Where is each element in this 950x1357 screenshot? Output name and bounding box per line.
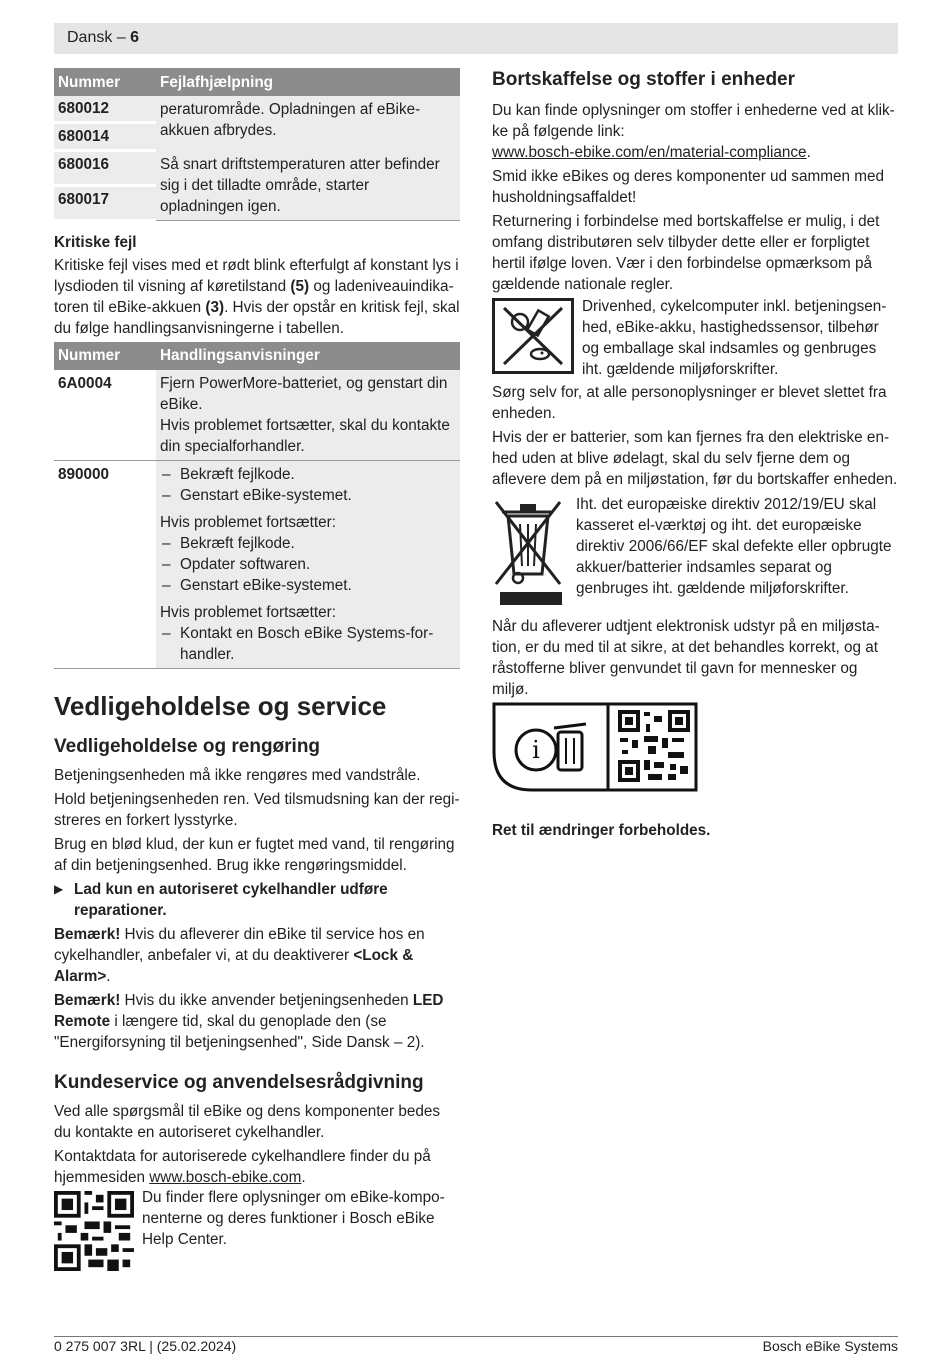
paragraph: Du kan finde oplysninger om stoffer i enhederne ved at klikke på følgende link: — [492, 102, 895, 140]
note-label: Bemærk! — [54, 925, 121, 943]
triman-qr-block — [492, 702, 898, 798]
instruction-bullet: – Bekræft fejlkode. — [160, 464, 456, 485]
critical-errors-table — [54, 342, 460, 669]
instructions-cell — [156, 370, 460, 461]
instruction-bullet: – Opdater softwaren. — [160, 554, 456, 575]
paragraph: Returnering i forbindelse med bortskaffelse er mulig, i det omfang distributøren selv tilbyder dette eller er forpligtet hertil ifølge loven. Vær i den forbindelse opmærksom på gældende nationale regler. — [492, 213, 880, 293]
paragraph: Sørg selv for, at alle personoplysninger er blevet slettet fra enheden. — [492, 384, 887, 422]
text-span: i længere tid, skal du genoplade den (se "Energiforsyning til betjeningsenhed", Side Dansk – 2). — [54, 1012, 425, 1051]
help-center-row — [54, 1188, 460, 1277]
error-code: 680016 — [54, 151, 156, 186]
paragraph: Betjeningsenheden må ikke rengøres med vandstråle. — [54, 766, 421, 784]
text-span: Hvis du ikke anvender betjeningsenheden — [120, 991, 413, 1009]
disposal-heading: Bortskaffelse og stoffer i enheder — [492, 69, 796, 90]
note-paragraph — [54, 924, 460, 987]
table-header-instructions: Handlingsanvisninger — [156, 342, 460, 370]
ref-3: (3) — [205, 298, 225, 316]
footer-divider — [54, 1336, 898, 1337]
instruction-line: Hvis problemet fortsætter, skal du kontakte din specialforhandler. — [160, 416, 450, 455]
text-span: og ladeniveauindikatoren til eBike-akkuen — [54, 277, 454, 316]
ref-5: (5) — [290, 277, 310, 295]
paragraph: Når du afleverer udtjent elektronisk udstyr på en miljøstation, er du med til at sikre, at det behandles korrekt, og at råstofferne bliver genvundet til gavn for mennesker og miljø. — [492, 618, 880, 698]
table-header-remedy: Fejlafhjælpning — [156, 68, 460, 96]
footer-doc-id: 0 275 007 3RL | (25.02.2024) — [54, 1338, 237, 1354]
recycle-info-text: Drivenhed, cykelcomputer inkl. betjeningsenhed, eBike-akku, hastighedssensor, tilbehør og emballage skal indsamles og genbruges iht. gældende miljøforskrifter. — [582, 298, 887, 378]
instruction-bullet: – Genstart eBike-systemet. — [160, 485, 456, 506]
paragraph — [54, 1146, 460, 1188]
header-page: 6 — [130, 29, 140, 46]
text-span: . Hvis der opstår en kritisk fejl, skal du følge handlingsanvisningerne i tabellen. — [54, 298, 460, 337]
page-number — [67, 29, 139, 47]
page-header — [54, 23, 898, 54]
header-language: Dansk – — [67, 29, 131, 46]
qr-code-icon[interactable] — [54, 1191, 134, 1277]
paragraph: Brug en blød klud, der kun er fugtet med vand, til rengøring af din betjeningsenhed. Brug ikke rengøringsmiddel. — [54, 835, 455, 874]
website-link[interactable]: www.bosch-ebike.com — [149, 1168, 302, 1186]
left-column — [54, 68, 460, 1277]
customer-service-heading: Kundeservice og anvendelsesrådgivning — [54, 1071, 424, 1093]
instruction-bullet: – Genstart eBike-systemet. — [160, 575, 456, 596]
maintenance-heading: Vedligeholdelse og service — [54, 690, 387, 721]
text-span: Kritiske fejl vises med et rødt blink efterfulgt af konstant lys i lysdioden til visning af køretilstand — [54, 256, 459, 295]
text-span: Kontaktdata for autoriserede cykelhandlere finder du på hjemmesiden — [54, 1147, 431, 1186]
text-span: Hvis du afleverer din eBike til service hos en cykelhandler, anbefaler vi, at du deaktiverer — [54, 925, 425, 964]
instruction-bullet: – Kontakt en Bosch eBike Systems-forhandler. — [160, 623, 456, 665]
instruction-line: Hvis problemet fortsætter: — [160, 603, 336, 621]
text-span: . — [106, 967, 111, 985]
cleaning-heading: Vedligeholdelse og rengøring — [54, 735, 321, 757]
crossed-bin-icon — [492, 496, 568, 614]
warning-instruction: ▶ Lad kun en autoriseret cykelhandler udføre reparationer. — [54, 879, 460, 921]
troubleshooting-table — [54, 68, 460, 222]
footer-brand: Bosch eBike Systems — [762, 1338, 898, 1354]
critical-errors-heading: Kritiske fejl — [54, 233, 137, 251]
instruction-line: Fjern PowerMore-batteriet, og genstart din eBike. — [160, 374, 448, 413]
help-center-text: Du finder flere oplysninger om eBike-komponenterne og deres funktioner i Bosch eBike Help Center. — [142, 1188, 445, 1248]
note-paragraph — [54, 990, 460, 1053]
error-code: 6A0004 — [54, 370, 156, 461]
paragraph — [492, 142, 898, 163]
error-code: 680014 — [54, 123, 156, 151]
text-span: . — [301, 1168, 306, 1186]
remedy-text: Så snart driftstemperaturen atter befinder sig i det tilladte område, starter opladningen igen. — [156, 151, 460, 221]
weee-info-row — [492, 496, 898, 614]
instruction-bullet: – Bekræft fejlkode. — [160, 533, 456, 554]
paragraph: Hvis der er batterier, som kan fjernes fra den elektriske enhed uden at blive ødelagt, skal du selv fjerne dem og aflevere dem på en miljøstation, før du bortskaffer enheden. — [492, 429, 898, 488]
critical-errors-text — [54, 255, 460, 339]
instruction-line: Hvis problemet fortsætter: — [160, 513, 336, 531]
remedy-text: peraturområde. Opladningen af eBike-akkuen afbrydes. — [156, 96, 460, 151]
table-header-number: Nummer — [54, 342, 156, 370]
paragraph: Ved alle spørgsmål til eBike og dens komponenter bedes du kontakte en autoriseret cykelhandler. — [54, 1102, 441, 1141]
note-label: Bemærk! — [54, 991, 121, 1009]
instructions-cell — [156, 460, 460, 668]
error-code: 680017 — [54, 185, 156, 220]
weee-info-text: Iht. det europæiske direktiv 2012/19/EU skal kasseret el-værktøj og iht. det europæiske direktiv 2006/66/EF skal defekte eller opbrugte akkuer/batterier indsamles separat og genbruges iht. gældende miljøforskrifter. — [576, 496, 892, 597]
table-header-number: Nummer — [54, 68, 156, 96]
error-code: 680012 — [54, 96, 156, 123]
lock-alarm-label: <Lock & Alarm> — [54, 946, 414, 985]
svg-text:i: i — [532, 736, 540, 764]
paragraph: Hold betjeningsenheden ren. Ved tilsmudsning kan der registreres en forkert lysstyrke. — [54, 790, 460, 829]
paragraph: Smid ikke eBikes og deres komponenter ud sammen med husholdningsaffaldet! — [492, 168, 884, 206]
recycle-info-row — [492, 298, 898, 380]
text-span: . — [806, 144, 811, 161]
error-code: 890000 — [54, 460, 156, 668]
right-column — [492, 68, 898, 1308]
material-compliance-link[interactable]: www.bosch-ebike.com/en/material-compliance — [492, 144, 807, 161]
reservation-note: Ret til ændringer forbeholdes. — [492, 822, 711, 839]
led-remote-label: LED Remote — [54, 991, 444, 1030]
no-household-waste-icon — [492, 298, 574, 380]
